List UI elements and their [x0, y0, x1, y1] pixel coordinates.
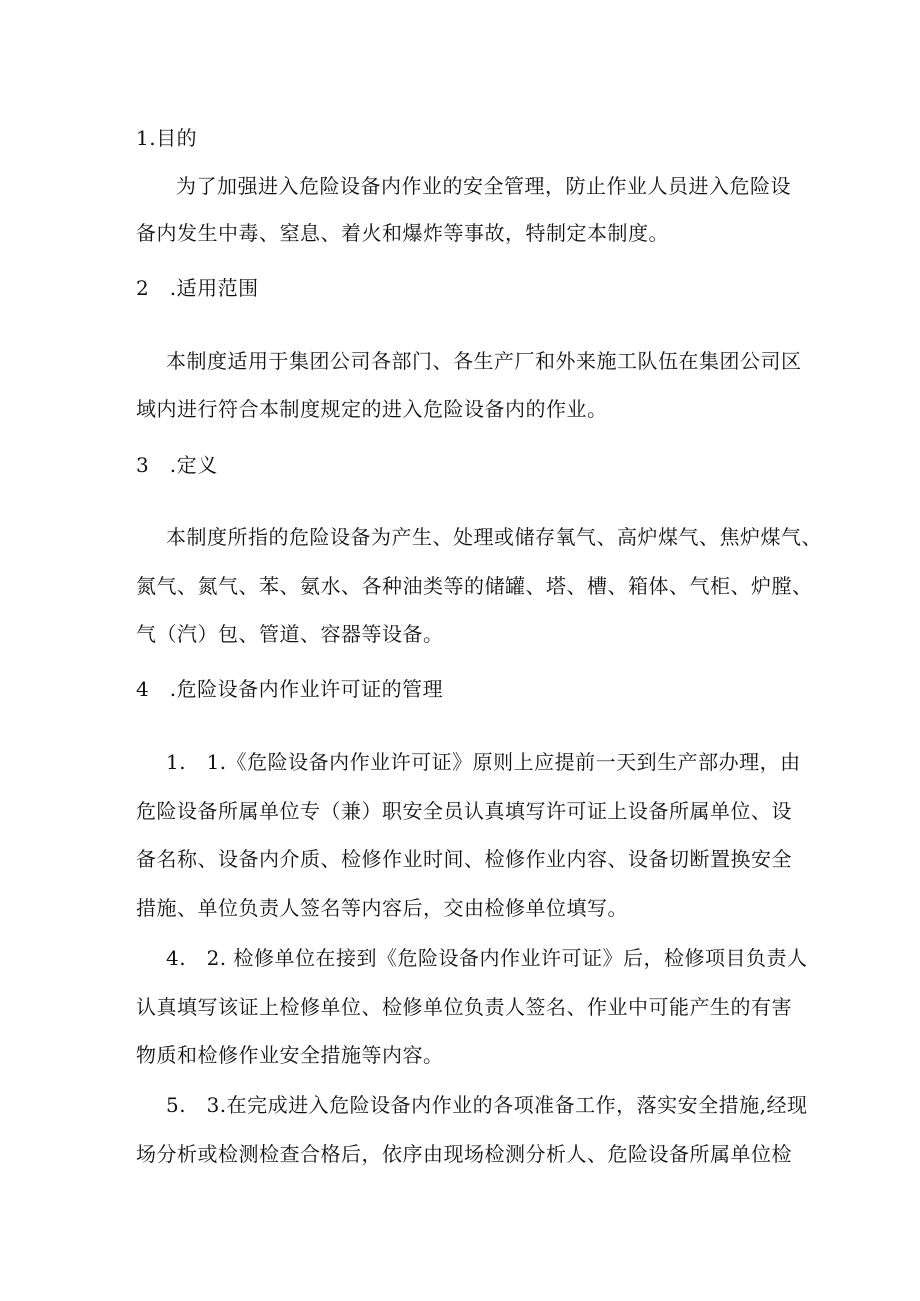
section-3-line-3: 气（汽）包、管道、容器等设备。: [136, 622, 444, 646]
section-4-item-2-line-3: 物质和检修作业安全措施等内容。: [136, 1043, 444, 1067]
section-1-heading: 1.目的: [136, 126, 198, 150]
section-3-line-2: 氮气、氮气、苯、氨水、各种油类等的储罐、塔、槽、箱体、气柜、炉膛、: [136, 574, 813, 598]
section-4-item-1-line-2: 危险设备所属单位专（兼）职安全员认真填写许可证上设备所属单位、设: [136, 799, 792, 823]
section-2-heading: 2 .适用范围: [136, 276, 259, 300]
section-4-item-2-line-1: 4. 2. 检修单位在接到《危险设备内作业许可证》后，检修项目负责人: [166, 946, 808, 970]
section-4-item-1-line-1: 1. 1.《危险设备内作业许可证》原则上应提前一天到生产部办理，由: [166, 750, 801, 774]
section-4-item-1-line-3: 备名称、设备内介质、检修作业时间、检修作业内容、设备切断置换安全: [136, 847, 792, 871]
section-3-heading: 3 .定义: [136, 453, 218, 477]
section-4-item-3-line-1: 5. 3.在完成进入危险设备内作业的各项准备工作，落实安全措施,经现: [166, 1093, 808, 1117]
section-4-item-1-line-4: 措施、单位负责人签名等内容后，交由检修单位填写。: [136, 896, 628, 920]
section-2-line-1: 本制度适用于集团公司各部门、各生产厂和外来施工队伍在集团公司区: [166, 349, 802, 373]
section-4-item-2-line-2: 认真填写该证上检修单位、检修单位负责人签名、作业中可能产生的有害: [136, 995, 792, 1019]
section-2-line-2: 域内进行符合本制度规定的进入危险设备内的作业。: [136, 397, 608, 421]
section-3-line-1: 本制度所指的危险设备为产生、处理或储存氧气、高炉煤气、焦炉煤气、: [166, 525, 822, 549]
section-4-heading: 4 .危险设备内作业许可证的管理: [136, 677, 444, 701]
section-1-line-1: 为了加强进入危险设备内作业的安全管理，防止作业人员进入危险设: [176, 174, 791, 198]
section-4-item-3-line-2: 场分析或检测检查合格后，依序由现场检测分析人、危险设备所属单位检: [136, 1142, 792, 1166]
section-1-line-2: 备内发生中毒、窒息、着火和爆炸等事故，特制定本制度。: [136, 221, 669, 245]
